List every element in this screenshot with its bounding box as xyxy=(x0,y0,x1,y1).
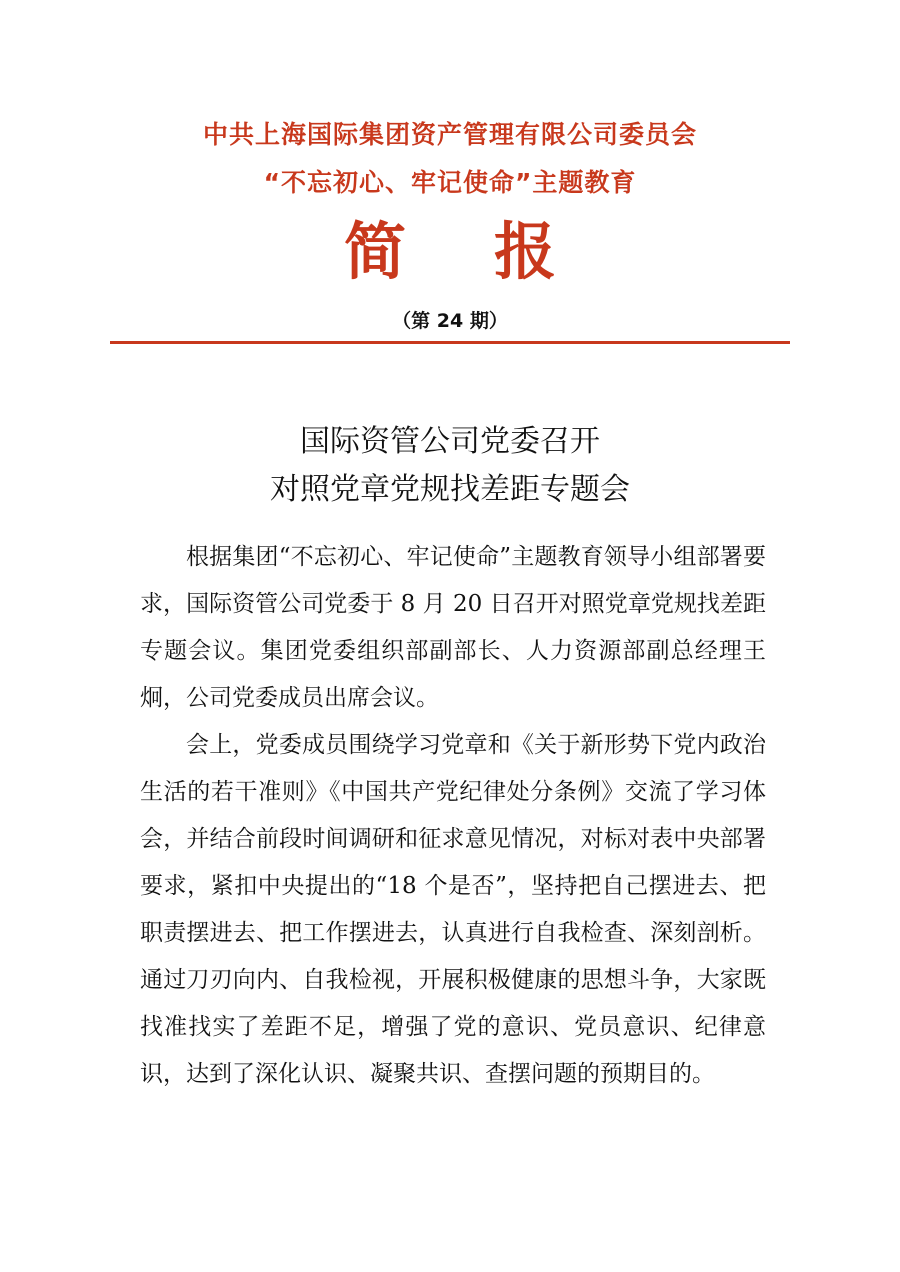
theme-education-line: “不忘初心、牢记使命”主题教育 xyxy=(263,168,637,197)
masthead-char-1: 简 xyxy=(343,215,406,288)
article-title xyxy=(0,418,900,514)
article-title-line-2: 对照党章党规找差距专题会 xyxy=(270,472,630,507)
article-body xyxy=(140,534,766,1098)
paragraph: 根据集团“不忘初心、牢记使命”主题教育领导小组部署要求，国际资管公司党委于 8 月 20 日召开对照党章党规找差距专题会议。集团党委组织部副部长、人力资源部副总经理王炯，公司党委成员出席会议。 xyxy=(140,544,766,711)
issue-number: （第 24 期） xyxy=(392,310,508,332)
paragraph: 会上，党委成员围绕学习党章和《关于新形势下党内政治生活的若干准则》《中国共产党纪律处分条例》交流了学习体会，并结合前段时间调研和征求意见情况，对标对表中央部署要求，紧扣中央提出的“18 个是否”，坚持把自己摆进去、把职责摆进去、把工作摆进去，认真进行自我检查、深刻剖析。通过刀刃向内、自我检视，开展积极健康的思想斗争，大家既找准找实了差距不足，增强了党的意识、党员意识、纪律意识，达到了深化认识、凝聚共识、查摆问题的预期目的。 xyxy=(140,732,766,1087)
organization-name: 中共上海国际集团资产管理有限公司委员会 xyxy=(202,120,697,149)
masthead-char-2: 报 xyxy=(493,215,556,288)
masthead-title xyxy=(0,214,900,290)
article-title-line-1: 国际资管公司党委召开 xyxy=(300,424,600,459)
header-divider xyxy=(110,341,790,344)
